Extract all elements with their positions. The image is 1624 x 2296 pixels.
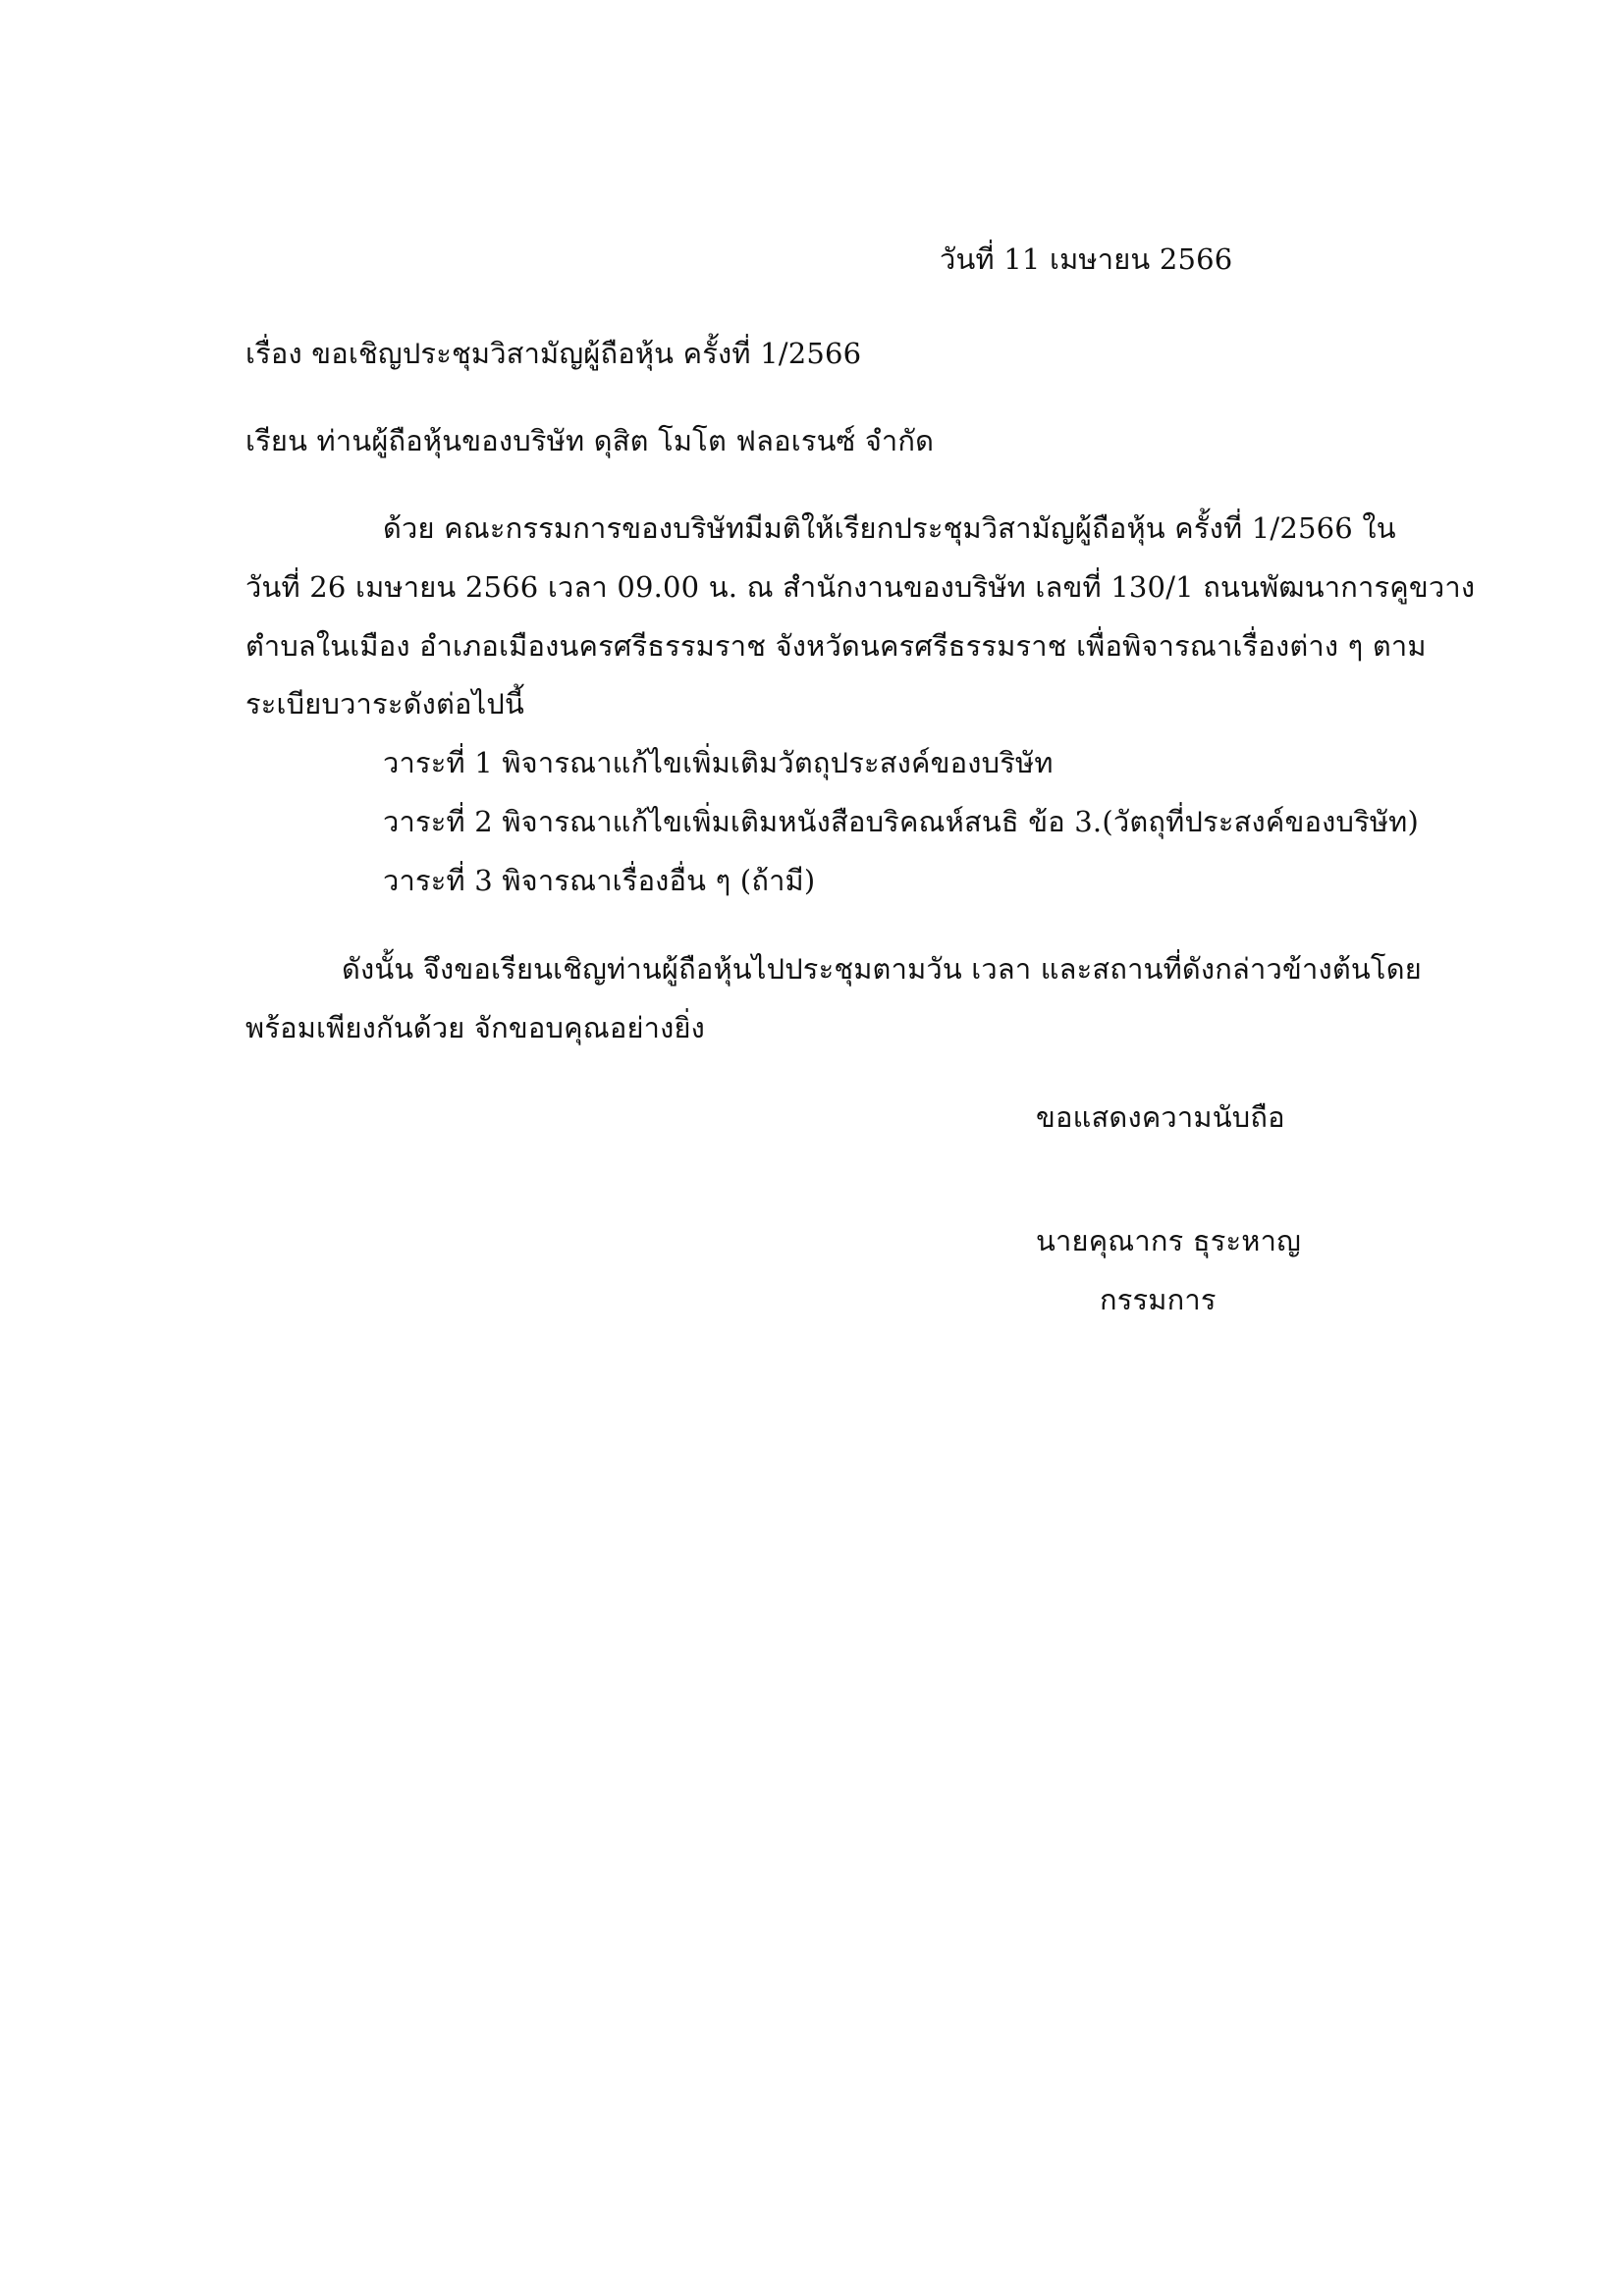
agenda-item-1: วาระที่ 1 พิจารณาแก้ไขเพิ่มเติมวัตถุประสงค์ของบริษัท — [383, 746, 1054, 779]
agenda-item-2: วาระที่ 2 พิจารณาแก้ไขเพิ่มเติมหนังสือบริคณห์สนธิ ข้อ 3.(วัตถุที่ประสงค์ของบริษัท) — [383, 805, 1419, 838]
signer-title: กรรมการ — [1100, 1283, 1217, 1316]
letter-date: วันที่ 11 เมษายน 2566 — [940, 242, 1233, 276]
body-paragraph-1-line-2: วันที่ 26 เมษายน 2566 เวลา 09.00 น. ณ สำนักงานของบริษัท เลขที่ 130/1 ถนนพัฒนาการคูขวาง — [245, 570, 1476, 604]
body-paragraph-1-line-3: ตำบลในเมือง อำเภอเมืองนครศรีธรรมราช จังหวัดนครศรีธรรมราช เพื่อพิจารณาเรื่องต่าง ๆ ตาม — [245, 629, 1427, 663]
signer-name: นายคุณากร ธุระหาญ — [1036, 1224, 1302, 1257]
body-paragraph-2-line-1: ดังนั้น จึงขอเรียนเชิญท่านผู้ถือหุ้นไปประชุมตามวัน เวลา และสถานที่ดังกล่าวข้างต้นโดย — [342, 952, 1422, 986]
agenda-item-3: วาระที่ 3 พิจารณาเรื่องอื่น ๆ (ถ้ามี) — [383, 864, 816, 897]
body-paragraph-2-line-2: พร้อมเพียงกันด้วย จักขอบคุณอย่างยิ่ง — [245, 1011, 706, 1044]
letter-subject: เรื่อง ขอเชิญประชุมวิสามัญผู้ถือหุ้น ครั้งที่ 1/2566 — [245, 337, 862, 370]
closing-phrase: ขอแสดงความนับถือ — [1036, 1100, 1285, 1134]
body-paragraph-1-line-4: ระเบียบวาระดังต่อไปนี้ — [245, 687, 525, 721]
body-paragraph-1-line-1: ด้วย คณะกรรมการของบริษัทมีมติให้เรียกประชุมวิสามัญผู้ถือหุ้น ครั้งที่ 1/2566 ใน — [383, 511, 1396, 545]
letter-salutation: เรียน ท่านผู้ถือหุ้นของบริษัท ดุสิต โมโต ฟลอเรนซ์ จำกัด — [245, 424, 935, 457]
